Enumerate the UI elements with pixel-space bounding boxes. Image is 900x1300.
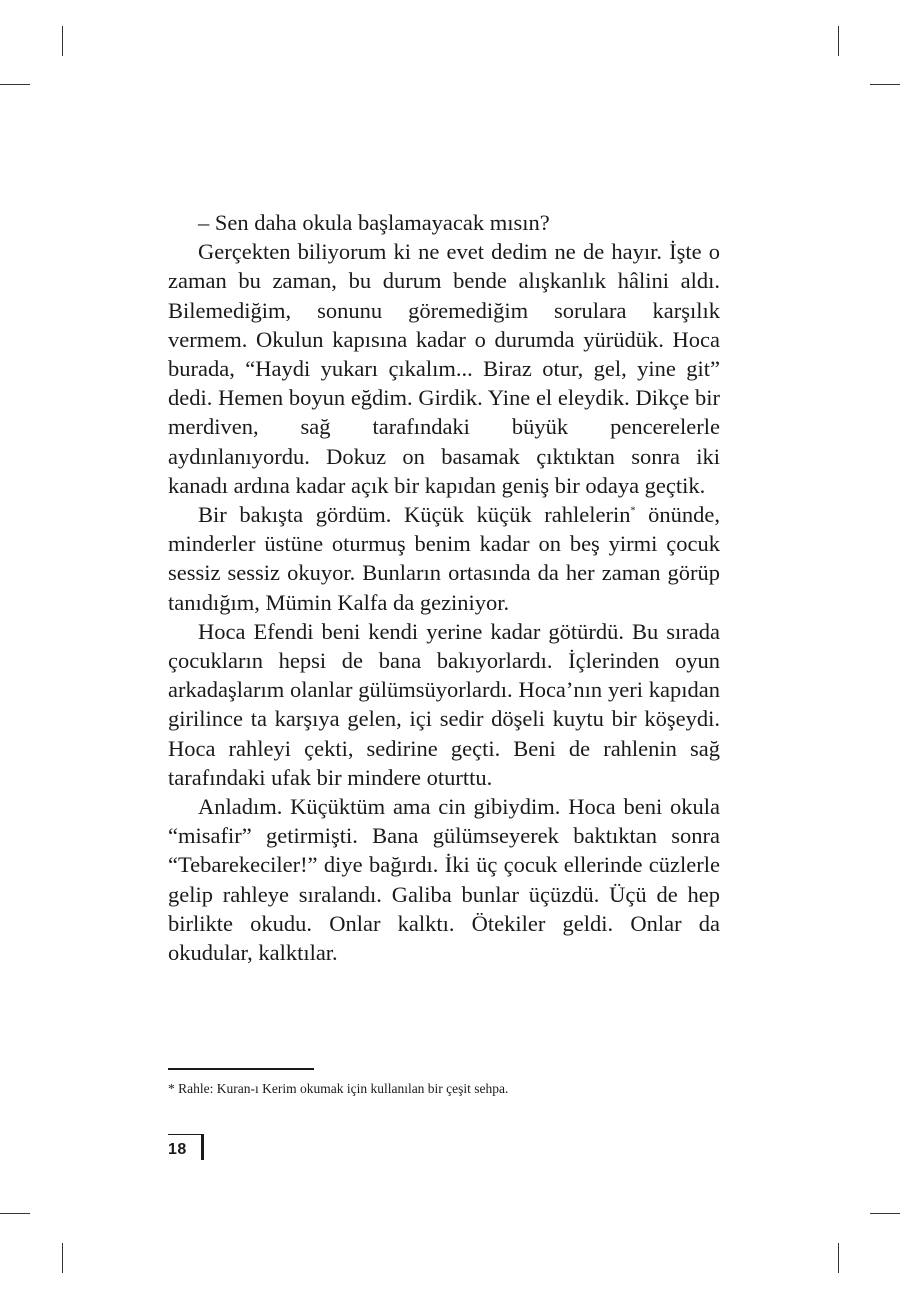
crop-mark [838,1243,839,1273]
crop-mark [838,26,839,56]
footnote-divider [168,1068,314,1070]
paragraph: – Sen daha okula başlamayacak mısın? [198,210,550,235]
paragraph: Gerçekten biliyorum ki ne evet dedim ne de hayır. İşte o zaman bu zaman, bu durum bende alışkanlık hâlini aldı. Bilemediğim, sonunu göremediğim sorulara karşılık vermem. Okulun kapısına kadar o durumda yürüdük. Hoca burada, “Haydi yukarı çıkalım... Biraz otur, gel, yine git” dedi. Hemen boyun eğdim. Girdik. Yine el eleydik. Dikçe bir merdiven, sağ tarafındaki büyük pencerelerle aydınlanıyordu. Dokuz on basamak çıktıktan sonra iki kanadı ardına kadar açık bir kapıdan geniş bir odaya geçtik. [168,239,720,498]
paragraph-text: Bir bakışta gördüm. Küçük küçük rahlelerin [198,502,631,528]
crop-mark [870,1213,900,1214]
footnote: * Rahle: Kuran-ı Kerim okumak için kullanılan bir çeşit sehpa. [168,1081,509,1096]
paragraph-text: önünde, minderler üstüne oturmuş benim kadar on beş yirmi çocuk sessiz sessiz okuyor. Bunların ortasında da her zaman görüp tanıdığım, Mümin Kalfa da geziniyor. [168,502,720,615]
paragraph: Anladım. Küçüktüm ama cin gibiydim. Hoca beni okula “misafir” getirmişti. Bana gülümseyerek baktıktan sonra “Tebarekeciler!” diye bağırdı. İki üç çocuk ellerinde cüzlerle gelip rahleye sıralandı. Galiba bunlar üçüzdü. Üçü de hep birlikte okudu. Onlar kalktı. Ötekiler geldi. Onlar da okudular, kalktılar. [168,794,720,966]
folio-rule [168,1134,204,1135]
page-number: 18 [168,1141,187,1158]
footnote-marker: * [630,505,636,517]
paragraph [168,500,720,617]
crop-mark [62,26,63,56]
crop-mark [0,1213,30,1214]
crop-mark [0,84,30,85]
paragraph: Hoca Efendi beni kendi yerine kadar götürdü. Bu sırada çocukların hepsi de bana bakıyorlardı. İçlerinden oyun arkadaşlarım olanlar gülümsüyorlardı. Hoca’nın yeri kapıdan girilince ta karşıya gelen, içi sedir döşeli kuytu bir köşeydi. Hoca rahleyi çekti, sedirine geçti. Beni de rahlenin sağ tarafındaki ufak bir mindere oturttu. [168,618,720,790]
crop-mark [870,84,900,85]
body-text [168,208,720,967]
crop-mark [62,1243,63,1273]
folio-bar [201,1134,204,1160]
